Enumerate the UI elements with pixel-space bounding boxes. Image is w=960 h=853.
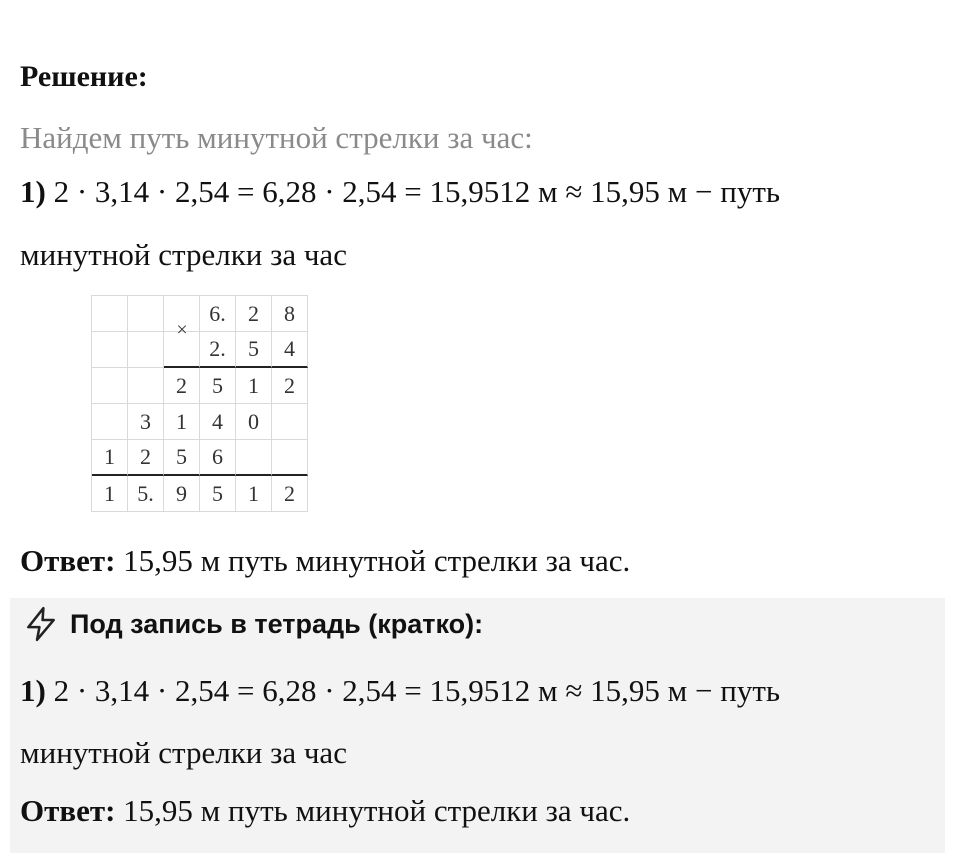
grid-cell: 2: [164, 368, 200, 404]
grid-cell: 3: [128, 404, 164, 440]
grid-cell: [92, 404, 128, 440]
lightning-icon: [22, 605, 60, 643]
grid-cell: 2: [272, 476, 308, 512]
grid-cell: 8: [272, 296, 308, 332]
grid-cell: [128, 296, 164, 332]
grid-cell: 6: [200, 440, 236, 476]
grid-cell: 6.: [200, 296, 236, 332]
answer-text: 15,95 м путь минутной стрелки за час.: [115, 543, 631, 578]
grid-cell: 0: [236, 404, 272, 440]
grid-cell: 5.: [128, 476, 164, 512]
notebook-step-expression: 2 · 3,14 · 2,54 = 6,28 · 2,54 = 15,9512 м ≈ 15,95 м − путь: [45, 673, 781, 708]
grid-cell: 4: [200, 404, 236, 440]
solution-step-1-continuation: минутной стрелки за час: [20, 237, 347, 272]
grid-cell: 2: [128, 440, 164, 476]
grid-cell: [128, 332, 164, 368]
grid-cell: [92, 332, 128, 368]
grid-cell: [272, 440, 308, 476]
grid-cell: 2.: [200, 332, 236, 368]
grid-cell: [92, 368, 128, 404]
grid-cell: [128, 368, 164, 404]
grid-cell: 5: [236, 332, 272, 368]
grid-cell: 1: [236, 368, 272, 404]
solution-answer: [20, 543, 630, 579]
grid-cell: 9: [164, 476, 200, 512]
grid-cell: 1: [92, 440, 128, 476]
solution-intro: Найдем путь минутной стрелки за час:: [20, 120, 533, 155]
grid-cell: 4: [272, 332, 308, 368]
notebook-step-1: [20, 673, 780, 709]
notebook-answer-text: 15,95 м путь минутной стрелки за час.: [115, 793, 631, 828]
answer-label: Ответ:: [20, 543, 116, 578]
solution-step-1: [20, 174, 780, 210]
grid-cell: [92, 296, 128, 332]
grid-cell: 1: [164, 404, 200, 440]
grid-cell: [236, 440, 272, 476]
grid-cell: 2: [272, 368, 308, 404]
solution-title: Решение:: [20, 60, 148, 93]
grid-cell: 5: [164, 440, 200, 476]
step-number: 1): [20, 174, 46, 209]
multiply-sign: ×: [176, 318, 188, 341]
grid-cell: 1: [92, 476, 128, 512]
grid-cell: 5: [200, 476, 236, 512]
grid-cell: 5: [200, 368, 236, 404]
notebook-heading-text: Под запись в тетрадь (кратко):: [70, 608, 484, 639]
notebook-step-number: 1): [20, 673, 46, 708]
grid-cell: [272, 404, 308, 440]
step-expression: 2 · 3,14 · 2,54 = 6,28 · 2,54 = 15,9512 м ≈ 15,95 м − путь: [45, 174, 781, 209]
notebook-heading: [22, 605, 483, 643]
grid-cell: 1: [236, 476, 272, 512]
grid-cell: 2: [236, 296, 272, 332]
notebook-step-1-continuation: минутной стрелки за час: [20, 735, 347, 770]
notebook-answer: [20, 793, 630, 829]
notebook-answer-label: Ответ:: [20, 793, 116, 828]
